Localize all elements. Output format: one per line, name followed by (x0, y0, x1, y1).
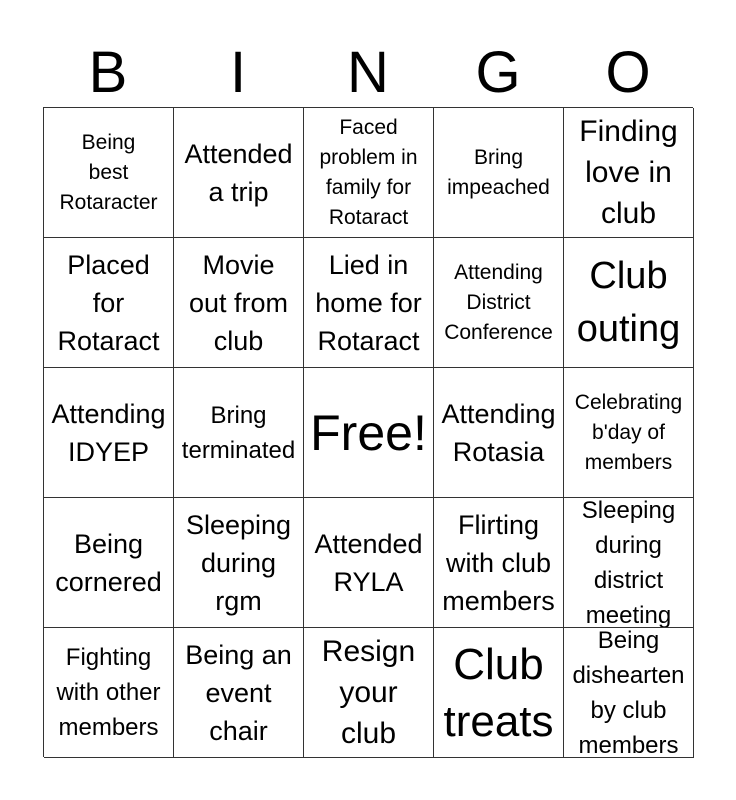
cell-text: Sleeping during rgm (185, 509, 292, 616)
cell-text: Attended RYLA (314, 528, 423, 597)
cell-text: Being cornered (55, 528, 162, 597)
bingo-cell[interactable] (564, 368, 694, 498)
bingo-cell[interactable] (174, 108, 304, 238)
bingo-cell[interactable] (304, 628, 434, 758)
free-space-label: Free! (310, 404, 427, 461)
cell-text: Club outing (576, 254, 681, 350)
bingo-cell[interactable] (44, 238, 174, 368)
bingo-cell[interactable] (174, 498, 304, 628)
bingo-header (43, 40, 693, 106)
cell-text: Bring impeached (447, 145, 550, 199)
cell-text: Faced problem in family for Rotaract (319, 115, 418, 229)
bingo-cell[interactable] (174, 238, 304, 368)
cell-text: Lied in home for Rotaract (315, 249, 422, 356)
cell-text: Club treats (443, 639, 554, 746)
bingo-cell[interactable] (304, 108, 434, 238)
cell-text: Attending Rotasia (441, 398, 556, 467)
cell-text: Movie out from club (188, 249, 289, 356)
cell-text: Being an event chair (185, 639, 292, 746)
cell-text: Finding love in club (579, 115, 678, 230)
header-letter-i: I (229, 40, 247, 105)
bingo-cell[interactable] (434, 238, 564, 368)
cell-text: Attended a trip (184, 138, 293, 207)
cell-text: Bring terminated (181, 401, 296, 464)
cell-text: Placed for Rotaract (57, 249, 160, 356)
header-letter-b: B (88, 40, 128, 105)
bingo-cell[interactable] (564, 238, 694, 368)
bingo-cell[interactable] (44, 108, 174, 238)
bingo-cell[interactable] (44, 498, 174, 628)
cell-text: Flirting with club members (442, 509, 555, 616)
bingo-cell[interactable] (564, 108, 694, 238)
header-letter-g: G (475, 40, 521, 105)
bingo-cell[interactable] (434, 368, 564, 498)
cell-text: Sleeping during district meeting (581, 498, 676, 628)
bingo-cell[interactable] (564, 628, 694, 758)
header-letter-n: N (347, 40, 389, 105)
bingo-cell[interactable] (434, 498, 564, 628)
bingo-cell[interactable] (304, 498, 434, 628)
cell-text: Fighting with other members (56, 644, 161, 741)
bingo-cell[interactable] (434, 628, 564, 758)
bingo-cell[interactable] (174, 628, 304, 758)
bingo-cell[interactable] (304, 238, 434, 368)
bingo-cell[interactable] (174, 368, 304, 498)
cell-text: Attending District Conference (444, 260, 553, 344)
bingo-cell[interactable] (434, 108, 564, 238)
cell-text: Celebrating b'day of members (574, 390, 683, 474)
bingo-grid (43, 107, 693, 757)
bingo-cell[interactable] (564, 498, 694, 628)
bingo-cell[interactable] (44, 628, 174, 758)
cell-text: Being dishearten by club members (572, 628, 685, 758)
free-space-cell[interactable] (304, 368, 434, 498)
bingo-cell[interactable] (44, 368, 174, 498)
cell-text: Resign your club (321, 635, 416, 750)
cell-text: Attending IDYEP (51, 398, 166, 467)
cell-text: Being best Rotaracter (59, 130, 158, 214)
header-letter-o: O (605, 40, 651, 105)
